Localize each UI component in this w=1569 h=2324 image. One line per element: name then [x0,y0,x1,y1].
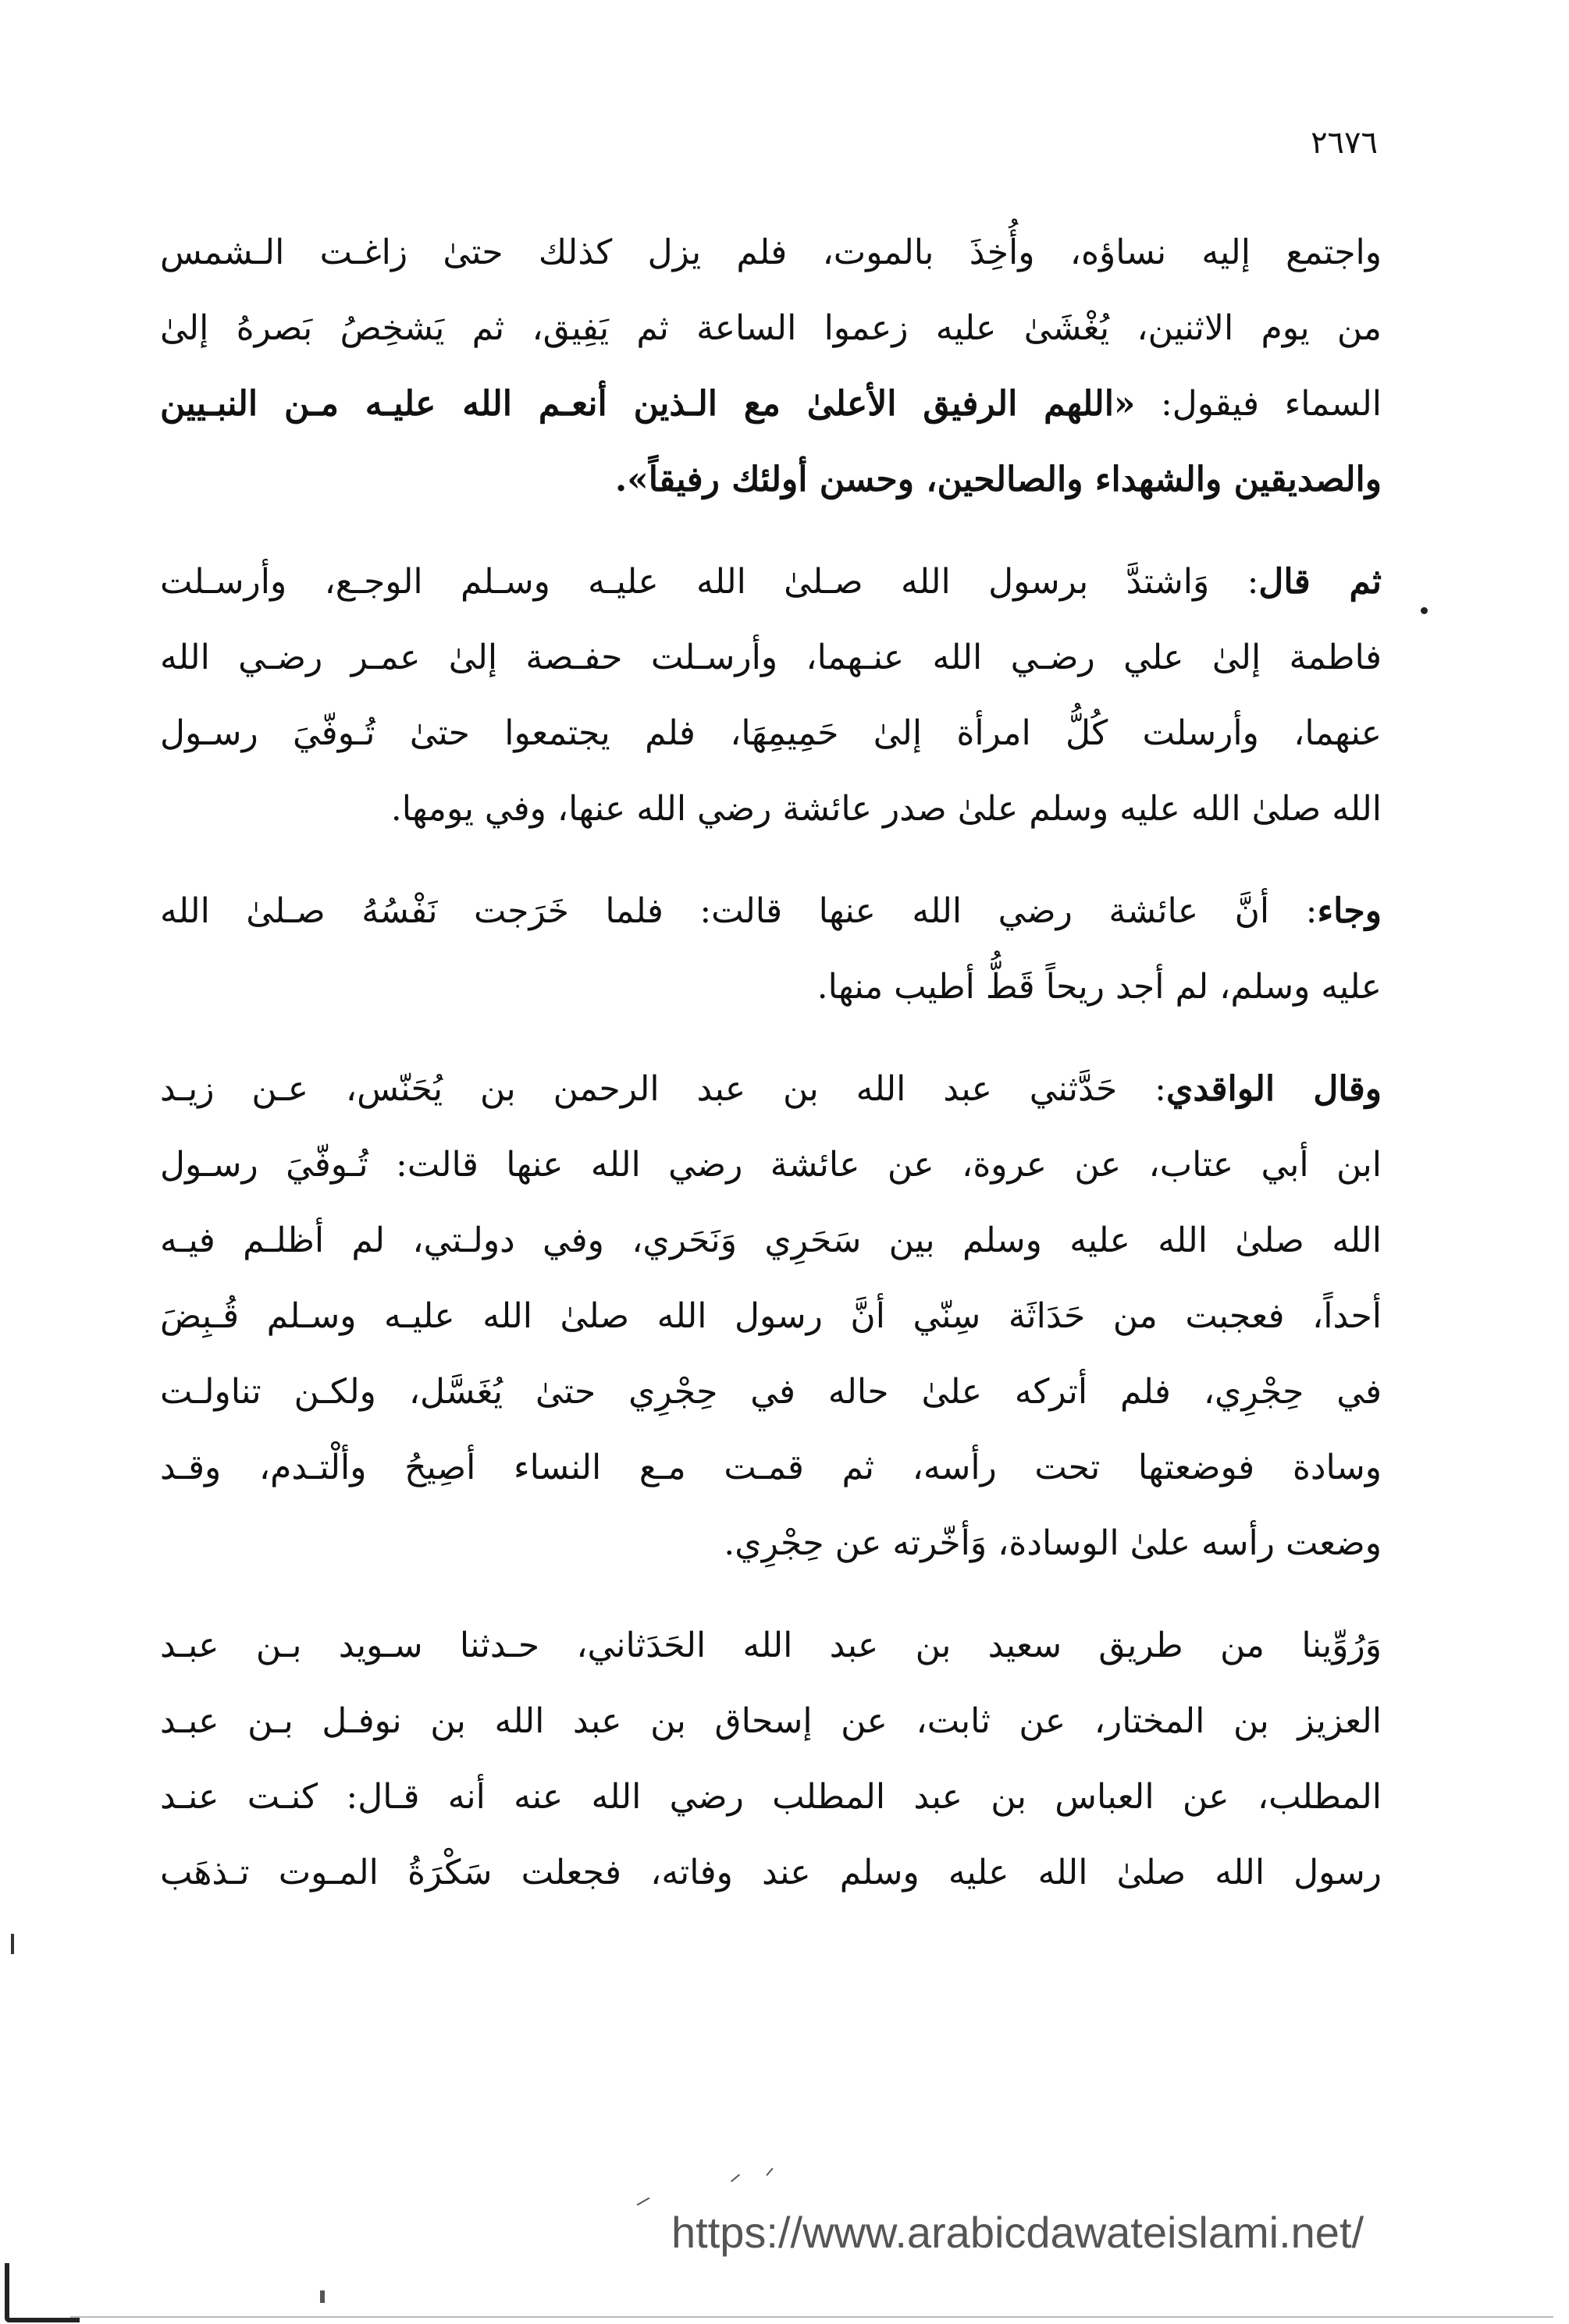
text-line: السماء فيقول: «اللهم الرفيق الأعلىٰ مع الـذين أنعـم الله عليـه مـن النبـيين [160,384,1382,424]
margin-tick-mark [11,1934,14,1954]
paragraph-4 [160,1051,1382,1581]
bold-lead-in: وجاء [1317,891,1382,931]
bold-quote: «اللهم الرفيق الأعلىٰ مع الـذين أنعـم الله عليـه مـن النبـيين [160,384,1136,424]
bold-lead-in: ثم قال [1258,562,1382,602]
scan-speck [637,2198,650,2206]
margin-bullet-mark [1421,607,1428,614]
text-line: ثم قال: وَاشتدَّ برسول الله صـلىٰ الله عليـه وسـلم الوجـع، وأرسـلت [160,562,1382,602]
text-line: عليه وسلم، لم أجد ريحاً قَطُّ أطيب منها. [817,967,1382,1007]
body-text [160,215,1382,1910]
scan-speck [731,2174,740,2183]
text-line: وجاء: أنَّ عائشة رضي الله عنها قالت: فلما خَرَجت نَفْسُهُ صـلىٰ الله [160,891,1382,931]
paragraph-2 [160,544,1382,847]
bottom-edge-rule [70,2316,1553,2318]
text-line: العزيز بن المختار، عن ثابت، عن إسحاق بن عبد الله بن نوفـل بـن عبـد [160,1701,1382,1741]
page-number: ٢٦٧٦ [1311,125,1378,161]
paragraph-5 [160,1608,1382,1910]
scan-speck [320,2290,325,2303]
text-line: عنهما، وأرسلت كُلُّ امرأة إلىٰ حَمِيمِهَا، فلم يجتمعوا حتىٰ تُـوفّيَ رسـول [160,713,1382,753]
watermark-url[interactable]: https://www.arabicdawateislami.net/ [671,2208,1364,2257]
text-line: وقال الواقدي: حَدَّثني عبد الله بن عبد الرحمن بن يُحَنّس، عـن زيـد [160,1069,1382,1109]
text-line: من يوم الاثنين، يُغْشَىٰ عليه زعموا الساعة ثم يَفِيق، ثم يَشخِصُ بَصرهُ إلىٰ [160,308,1382,348]
text-line: الله صلىٰ الله عليه وسلم علىٰ صدر عائشة رضي الله عنها، وفي يومها. [390,789,1382,829]
text-line: أحداً، فعجبت من حَدَاثَة سِنّي أنَّ رسول الله صلىٰ الله عليـه وسـلم قُـبِضَ [160,1296,1382,1336]
paragraph-1 [160,215,1382,517]
text-line: والصديقين والشهداء والصالحين، وحسن أولئك رفيقاً». [614,460,1382,499]
text-line: وَرُوِّينا من طريق سعيد بن عبد الله الحَدَثاني، حـدثنا سـويد بـن عبـد [160,1626,1382,1665]
page-corner-mark [5,2263,80,2322]
text-line: الله صلىٰ الله عليه وسلم بين سَحَرِي وَنَحَري، وفي دولـتي، لم أظلـم فيـه [160,1221,1382,1260]
text-line: واجتمع إليه نساؤه، وأُخِذَ بالموت، فلم يزل كذلك حتىٰ زاغـت الـشمس [160,233,1382,272]
bold-lead-in: وقال الواقدي [1165,1069,1382,1109]
scan-speck [766,2168,773,2176]
paragraph-3 [160,873,1382,1025]
text-line: فاطمة إلىٰ علي رضـي الله عنـهما، وأرسـلت حفـصة إلىٰ عمـر رضـي الله [160,638,1382,677]
text-line: المطلب، عن العباس بن عبد المطلب رضي الله عنه أنه قـال: كنـت عنـد [160,1777,1382,1817]
text-line: في حِجْرِي، فلم أتركه علىٰ حاله في حِجْرِي حتىٰ يُغَسَّل، ولكـن تناولـت [160,1372,1382,1412]
text-line: وسادة فوضعتها تحت رأسه، ثم قمـت مـع النساء أصِيحُ وألْتـدم، وقـد [160,1448,1382,1487]
text-line: رسول الله صلىٰ الله عليه وسلم عند وفاته، فجعلت سَكْرَةُ المـوت تـذهَب [160,1853,1382,1892]
text-line: ابن أبي عتاب، عن عروة، عن عائشة رضي الله عنها قالت: تُـوفّيَ رسـول [160,1145,1382,1185]
text-line: وضعت رأسه علىٰ الوسادة، وَأخّرته عن حِجْرِي. [724,1523,1382,1563]
